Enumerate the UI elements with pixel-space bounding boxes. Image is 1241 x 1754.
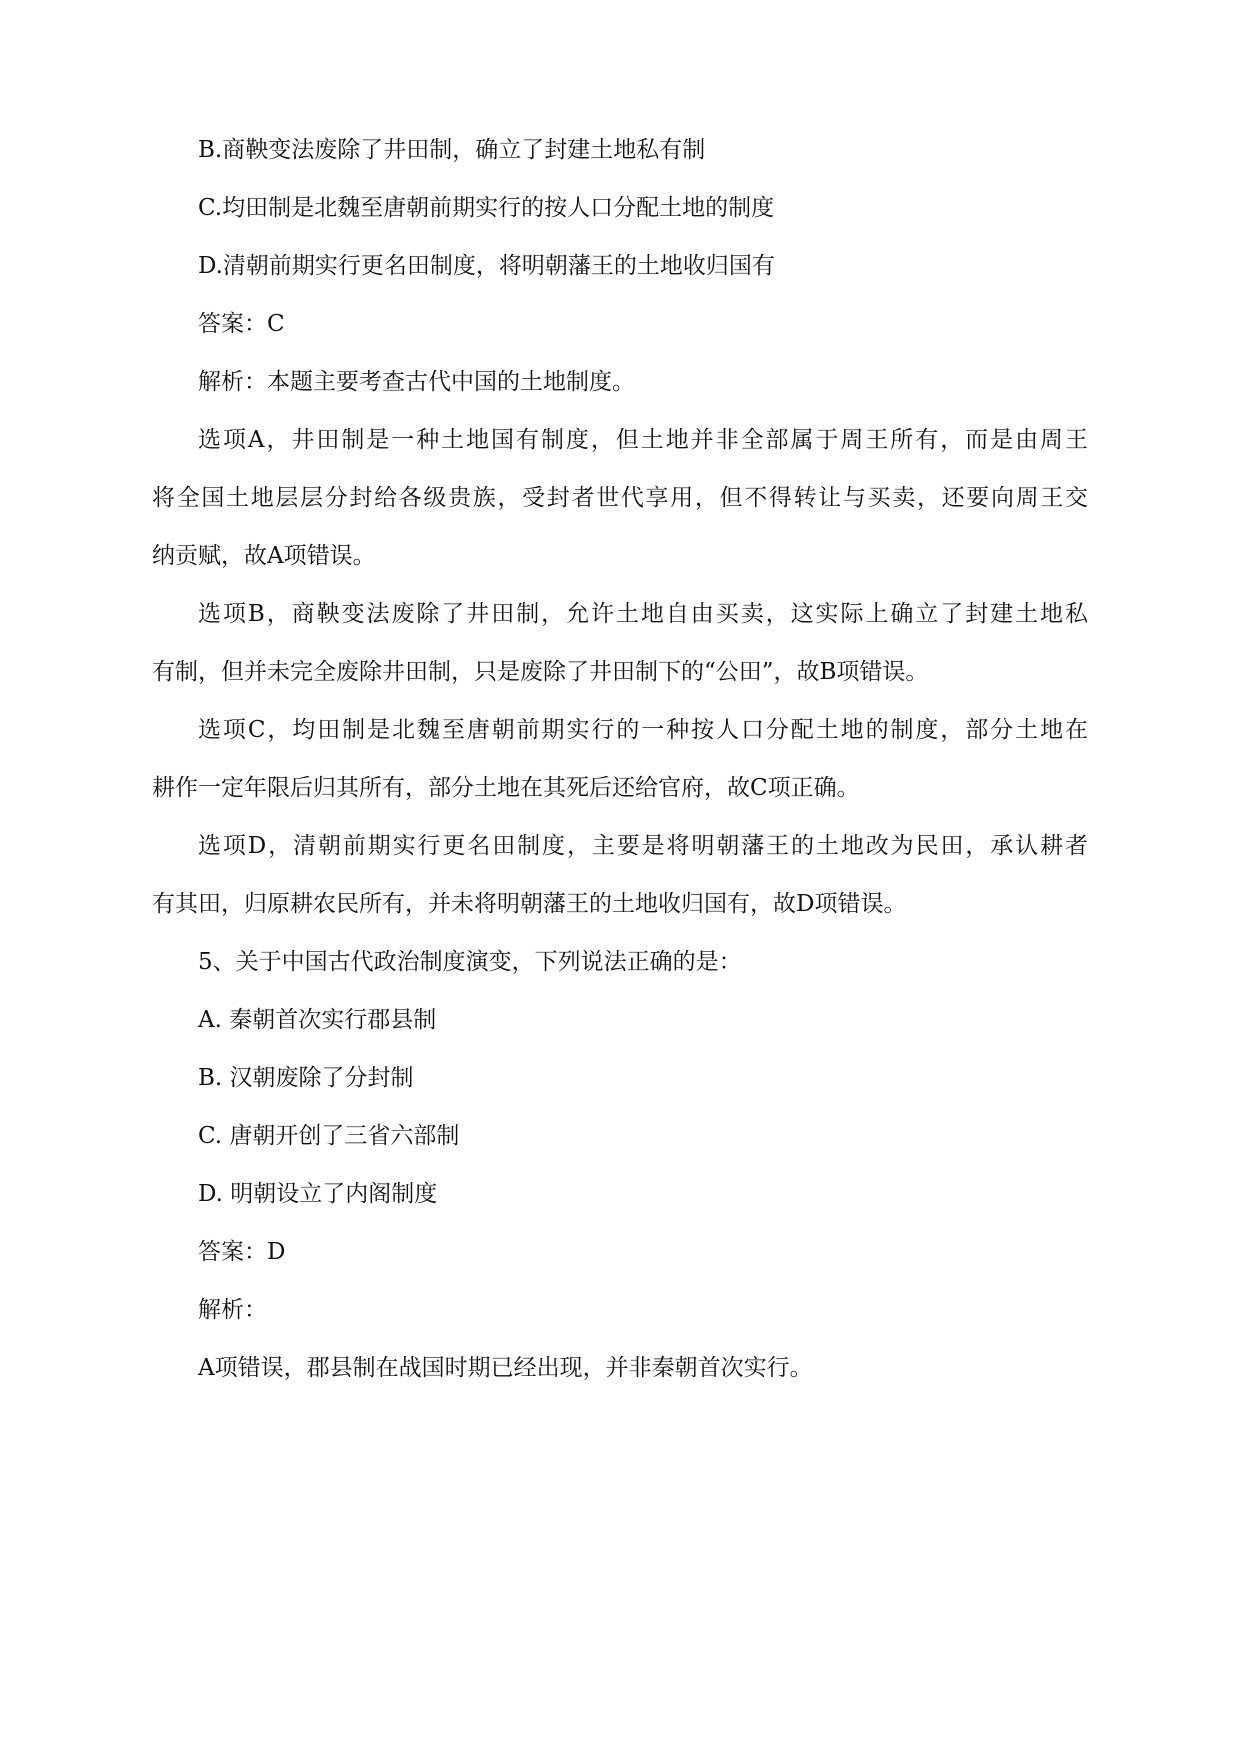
q4-answer: 答案：C bbox=[198, 311, 285, 337]
q4-analysis-intro: 解析：本题主要考查古代中国的土地制度。 bbox=[198, 369, 635, 395]
q5-option-d: D. 明朝设立了内阁制度 bbox=[198, 1181, 438, 1207]
q4-option-c: C.均田制是北魏至唐朝前期实行的按人口分配土地的制度 bbox=[198, 195, 775, 221]
q4-option-b: B.商鞅变法废除了井田制，确立了封建土地私有制 bbox=[198, 137, 706, 163]
q5-stem: 5、关于中国古代政治制度演变，下列说法正确的是： bbox=[198, 949, 742, 975]
q4-analysis-b-line2: 有制，但并未完全废除井田制，只是废除了井田制下的“公田”，故B项错误。 bbox=[152, 659, 929, 685]
q4-analysis-c-line1: 选项C，均田制是北魏至唐朝前期实行的一种按人口分配土地的制度，部分土地在 bbox=[198, 717, 1088, 743]
q5-answer: 答案：D bbox=[198, 1239, 286, 1265]
q4-analysis-d-line2: 有其田，归原耕农民所有，并未将明朝藩王的土地收归国有，故D项错误。 bbox=[152, 891, 907, 917]
q4-analysis-b-line1: 选项B，商鞅变法废除了井田制，允许土地自由买卖，这实际上确立了封建土地私 bbox=[198, 601, 1088, 627]
q5-option-a: A. 秦朝首次实行郡县制 bbox=[198, 1007, 437, 1033]
q5-option-b: B. 汉朝废除了分封制 bbox=[198, 1065, 414, 1091]
q4-analysis-d-line1: 选项D，清朝前期实行更名田制度，主要是将明朝藩王的土地改为民田，承认耕者 bbox=[198, 833, 1088, 859]
q5-option-c: C. 唐朝开创了三省六部制 bbox=[198, 1123, 460, 1149]
q4-analysis-a-line3: 纳贡赋，故A项错误。 bbox=[152, 543, 376, 569]
q4-analysis-c-line2: 耕作一定年限后归其所有，部分土地在其死后还给官府，故C项正确。 bbox=[152, 775, 860, 801]
q4-analysis-a-line1: 选项A，井田制是一种土地国有制度，但土地并非全部属于周王所有，而是由周王 bbox=[198, 427, 1088, 453]
q4-analysis-a-line2: 将全国土地层层分封给各级贵族，受封者世代享用，但不得转让与买卖，还要向周王交 bbox=[152, 485, 1088, 511]
q4-option-d: D.清朝前期实行更名田制度，将明朝藩王的土地收归国有 bbox=[198, 253, 775, 279]
q5-analysis-label: 解析： bbox=[198, 1297, 267, 1323]
q5-analysis-a: A项错误，郡县制在战国时期已经出现，并非秦朝首次实行。 bbox=[198, 1355, 813, 1381]
